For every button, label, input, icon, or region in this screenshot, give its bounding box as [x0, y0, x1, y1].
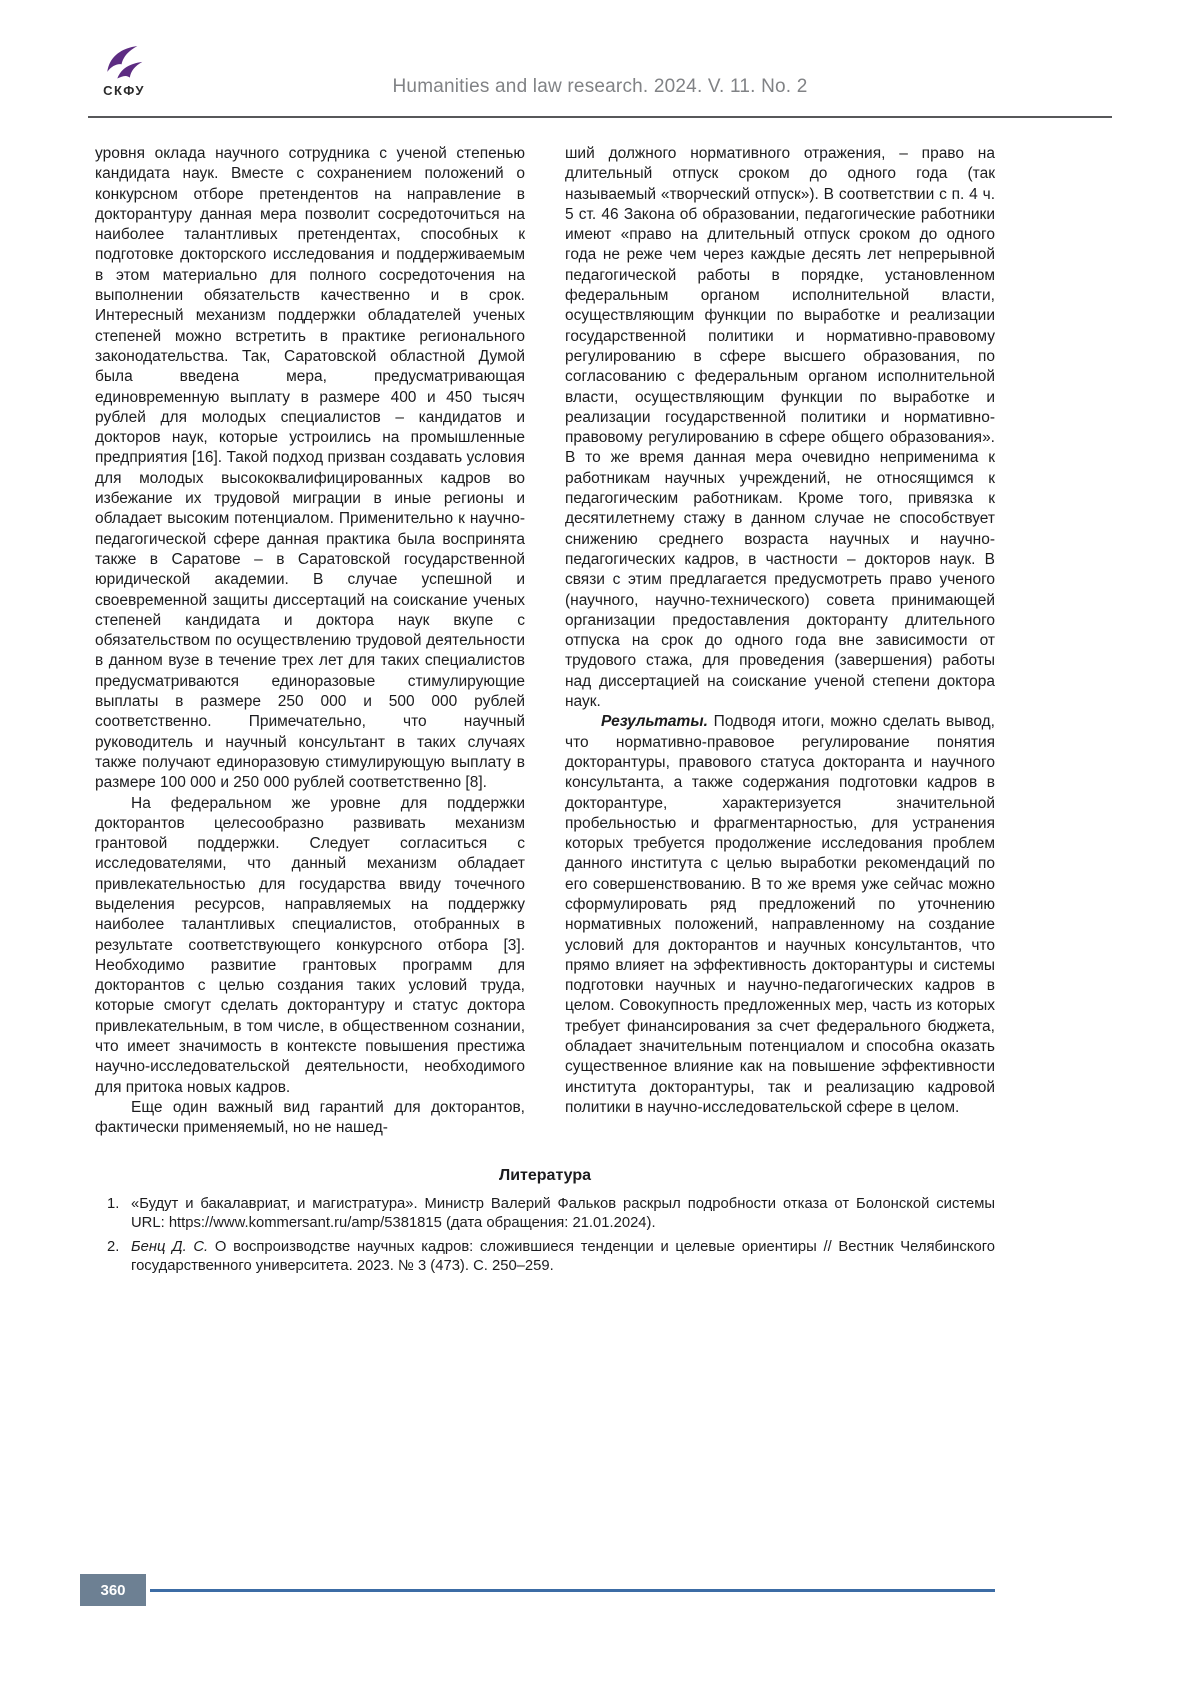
bird-icon	[99, 40, 149, 82]
paragraph: ший должного нормативного отражения, – право на длительный отпуск сроком до одного года (так называемый «творческий отпуск»). В соответствии с п. 4 ч. 5 ст. 46 Закона об образовании, педагогические работники имеют «право на длительный отпуск сроком до одного года не реже чем через каждые десять лет непрерывной педагогической работы в порядке, установленном федеральным органом исполнительной власти, осуществляющим функции по выработке и реализации государственной политики и нормативно-правовому регулированию в сфере высшего образования, по согласованию с федеральным органом исполнительной власти, осуществляющим функции по выработке и реализации государственной политики и нормативно-правовому регулированию в сфере общего образования». В то же время данная мера очевидно неприменима к работникам научных учреждений, не относящимся к педагогическим работникам. Кроме того, привязка к десятилетнему стажу в данном случае не способствует снижению среднего возраста научных и научно-педагогических кадров, в частности – докторов наук. В связи с этим предлагается предусмотреть право ученого (научного, научно-технического) совета принимающей организации предоставления докторанту длительного отпуска на срок до одного года вне зависимости от трудового стажа, для проведения (завершения) работы над диссертацией на соискание ученой степени доктора наук.	[565, 145, 995, 711]
paragraph: На федеральном же уровне для поддержки докторантов целесообразно развивать механизм грантовой поддержки. Следует согласиться с исследователями, что данный механизм обладает привлекательностью для государства ввиду точечного выделения ресурсов, направляемых на поддержку наиболее талантливых специалистов, отобранных в результате соответствующего конкурсного отбора [3]. Необходимо развитие грантовых программ для докторантов с целью создания таких условий труда, которые смогут сделать докторантуру и статус доктора привлекательным, в том числе, в общественном сознании, что имеет значимость в контексте повышения престижа научно-исследовательской деятельности, необходимого для притока новых кадров.	[95, 794, 525, 1096]
article-right-column	[565, 144, 995, 1139]
reference-body	[131, 1238, 995, 1276]
results-label: Результаты.	[601, 713, 708, 731]
reference-number: 2.	[107, 1238, 120, 1255]
reference-item	[95, 1238, 995, 1276]
paragraph: Еще один важный вид гарантий для докторантов, фактически применяемый, но не нашед-	[95, 1098, 525, 1137]
page-header	[0, 0, 1200, 118]
reference-item	[95, 1195, 995, 1233]
reference-text: О воспроизводстве научных кадров: сложившиеся тенденции и целевые ориентиры // Вестник Челябинского государственного университета. 2023. № 3 (473). С. 250–259.	[131, 1238, 996, 1275]
page-footer	[0, 1574, 1200, 1614]
reference-body	[131, 1195, 995, 1233]
article-left-column	[95, 144, 525, 1139]
paragraph: уровня оклада научного сотрудника с ученой степенью кандидата наук. Вместе с сохранением положений о конкурсном отборе претендентов на направление в докторантуру данная мера позволит сосредоточиться на наиболее талантливых претендентах, способных к подготовке докторского исследования и поддерживаемым в этом материально для полного сосредоточения на выполнении обязательств качественно и в срок. Интересный механизм поддержки обладателей ученых степеней можно встретить в практике регионального законодательства. Так, Саратовской областной Думой была введена мера, предусматривающая единовременную выплату в размере 400 и 450 тысяч рублей для молодых специалистов – кандидатов и докторов наук, которые устроились на промышленные предприятия [16]. Такой подход призван создавать условия для молодых высококвалифицированных кадров во избежание их трудовой миграции в иные регионы и обладает высоким потенциалом. Применительно к научно-педагогической сфере данная практика была воспринята также в Саратове – в Саратовской государственной юридической академии. В случае успешной и своевременной защиты диссертаций на соискание ученых степеней кандидата и доктора наук вкупе с обязательством по осуществлению трудовой деятельности в данном вузе в течение трех лет для таких специалистов предусматриваются единоразовые стимулирующие выплаты в размере 250 000 и 500 000 рублей соответственно. Примечательно, что научный руководитель и научный консультант в таких случаях также получают единоразовую стимулирующую выплату в размере 100 000 и 250 000 рублей соответственно [8].	[95, 145, 525, 792]
article-body	[0, 118, 1200, 1139]
reference-text: «Будут и бакалавриат, и магистратура». Министр Валерий Фальков раскрыл подробности отказа от Болонской системы URL: https://www.kommersant.ru/amp/5381815 (дата обращения: 21.01.2024).	[131, 1195, 995, 1231]
journal-title: Humanities and law research. 2024. V. 11. No. 2	[392, 76, 808, 97]
references-heading: Литература	[498, 1166, 592, 1184]
page-number-badge: 360	[80, 1574, 146, 1606]
references-section	[0, 1139, 1200, 1277]
footer-divider	[150, 1589, 995, 1592]
logo-text: СКФУ	[103, 83, 145, 98]
reference-author: Бенц Д. С.	[131, 1238, 209, 1255]
results-text: Подводя итоги, можно сделать вывод, что нормативно-правовое регулирование понятия докторантуры, правового статуса докторанта и научного консультанта, а также содержания подготовки кадров в докторантуре, характеризуется значительной пробельностью и фрагментарностью, для устранения которых требуется продолжение исследования проблем данного института с целью выработки рекомендаций по его совершенствованию. В то же время уже сейчас можно сформулировать ряд предложений по уточнению нормативных положений, направленному на создание условий для докторантов и научных консультантов, что прямо влияет на эффективность докторантуры и системы подготовки научных и научно-педагогических кадров в целом. Совокупность предложенных мер, часть из которых требует финансирования за счет федерального бюджета, обладает значительным потенциалом и способна оказать существенное влияние как на повышение эффективности института докторантуры, так и реализацию кадровой политики в научно-исследовательской сфере в целом.	[565, 713, 995, 1116]
university-logo	[88, 40, 160, 98]
reference-number: 1.	[107, 1195, 120, 1212]
header-divider	[88, 116, 1112, 118]
results-paragraph	[565, 712, 995, 1118]
